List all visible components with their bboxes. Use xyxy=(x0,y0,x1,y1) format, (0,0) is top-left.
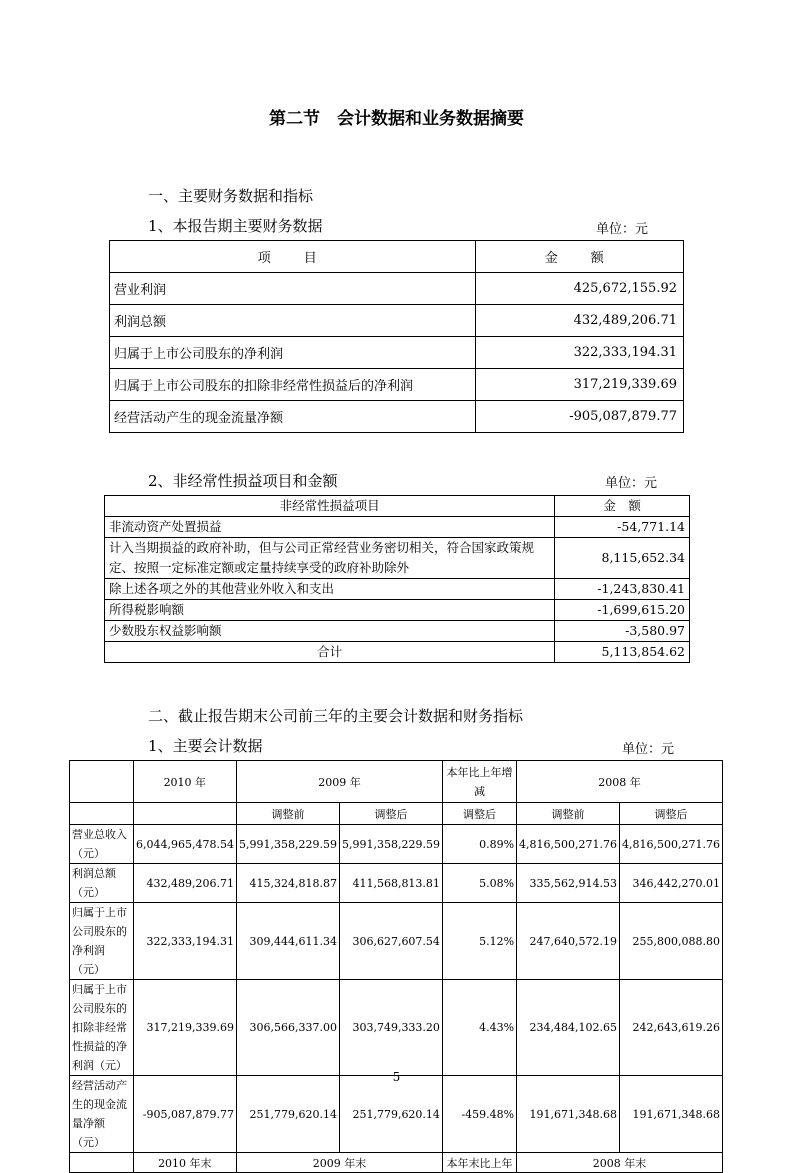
row-label: 所得税影响额 xyxy=(105,600,555,621)
part1-sub2-heading: 2、非经常性损益项目和金额 xyxy=(148,472,338,490)
row-value: -3,580.97 xyxy=(555,621,690,642)
cell-2010: 317,219,339.69 xyxy=(133,980,236,1076)
cell-2008-after: 242,643,619.26 xyxy=(620,980,723,1076)
table-footer-row xyxy=(70,1153,723,1173)
cell-2008-before: 4,816,500,271.76 xyxy=(517,825,620,864)
table-header-row xyxy=(105,496,690,517)
col-2008-header: 2008 年 xyxy=(517,761,723,803)
cell-2008-after: 255,800,088.80 xyxy=(620,903,723,980)
cell-2009-before: 309,444,611.34 xyxy=(237,903,340,980)
cell-2010: 432,489,206.71 xyxy=(133,864,236,903)
row-value: -905,087,879.77 xyxy=(475,401,683,433)
cell-2008-before: 191,671,348.68 xyxy=(517,1076,620,1153)
table-header-row xyxy=(110,241,684,273)
row-value: -1,243,830.41 xyxy=(555,579,690,600)
col-2008-after: 调整后 xyxy=(620,803,723,825)
table-row xyxy=(70,980,723,1076)
col-change-header: 本年比上年增减 xyxy=(442,761,516,803)
col-item-header: 非经常性损益项目 xyxy=(105,496,555,517)
footer-blank xyxy=(70,1153,134,1173)
row-value: 317,219,339.69 xyxy=(475,369,683,401)
row-label: 非流动资产处置损益 xyxy=(105,517,555,538)
cell-2009-before: 415,324,818.87 xyxy=(237,864,340,903)
cell-2009-after: 5,991,358,229.59 xyxy=(339,825,442,864)
table-row xyxy=(105,600,690,621)
row-label: 归属于上市公司股东的净利润（元） xyxy=(70,903,134,980)
col-amount-header: 金 额 xyxy=(475,241,683,273)
row-label: 归属于上市公司股东的扣除非经常性损益后的净利润 xyxy=(110,369,476,401)
row-label: 归属于上市公司股东的扣除非经常性损益的净利润（元） xyxy=(70,980,134,1076)
col-2009-after: 调整后 xyxy=(339,803,442,825)
table-row xyxy=(110,401,684,433)
foot-2008: 2008 年末 xyxy=(517,1153,723,1173)
page-number: 5 xyxy=(392,1070,401,1084)
cell-2010: -905,087,879.77 xyxy=(133,1076,236,1153)
row-label: 经营活动产生的现金流量净额 xyxy=(110,401,476,433)
cell-2009-after: 303,749,333.20 xyxy=(339,980,442,1076)
part1-sub1-heading: 1、本报告期主要财务数据 xyxy=(148,217,323,235)
cell-2009-after: 306,627,607.54 xyxy=(339,903,442,980)
cell-2010: 322,333,194.31 xyxy=(133,903,236,980)
foot-change: 本年末比上年 xyxy=(442,1153,516,1173)
row-value: 432,489,206.71 xyxy=(475,305,683,337)
cell-change: -459.48% xyxy=(442,1076,516,1153)
non-recurring-table xyxy=(104,495,690,663)
table-row xyxy=(70,825,723,864)
col-item-header: 项 目 xyxy=(110,241,476,273)
cell-change: 5.08% xyxy=(442,864,516,903)
table-row xyxy=(105,579,690,600)
table-row xyxy=(110,369,684,401)
table-row xyxy=(105,517,690,538)
foot-2010: 2010 年末 xyxy=(133,1153,236,1173)
row-value: 8,115,652.34 xyxy=(555,538,690,579)
cell-2009-before: 251,779,620.14 xyxy=(237,1076,340,1153)
cell-2009-before: 306,566,337.00 xyxy=(237,980,340,1076)
row-value: -1,699,615.20 xyxy=(555,600,690,621)
cell-2008-before: 335,562,914.53 xyxy=(517,864,620,903)
subheader-blank xyxy=(133,803,236,825)
row-value: -54,771.14 xyxy=(555,517,690,538)
row-label: 少数股东权益影响额 xyxy=(105,621,555,642)
cell-2008-before: 247,640,572.19 xyxy=(517,903,620,980)
total-label: 合计 xyxy=(105,642,555,663)
subheader-blank xyxy=(70,803,134,825)
row-label: 利润总额（元） xyxy=(70,864,134,903)
cell-2009-after: 411,568,813.81 xyxy=(339,864,442,903)
table-row xyxy=(110,273,684,305)
table-row xyxy=(110,305,684,337)
col-2008-before: 调整前 xyxy=(517,803,620,825)
cell-2009-after: 251,779,620.14 xyxy=(339,1076,442,1153)
header-blank xyxy=(70,761,134,803)
part2-heading: 二、截止报告期末公司前三年的主要会计数据和财务指标 xyxy=(148,707,524,725)
row-label: 营业总收入（元） xyxy=(70,825,134,864)
row-label: 计入当期损益的政府补助，但与公司正常经营业务密切相关，符合国家政策规定、按照一定标准定额或定量持续享受的政府补助除外 xyxy=(105,538,555,579)
row-value: 425,672,155.92 xyxy=(475,273,683,305)
table-row xyxy=(70,903,723,980)
col-2010-header: 2010 年 xyxy=(133,761,236,803)
cell-2008-before: 234,484,102.65 xyxy=(517,980,620,1076)
table-subheader-row xyxy=(70,803,723,825)
row-value: 322,333,194.31 xyxy=(475,337,683,369)
table-header-row xyxy=(70,761,723,803)
table-row xyxy=(110,337,684,369)
part1-sub1-unit: 单位：元 xyxy=(596,222,649,237)
part2-sub1-unit: 单位：元 xyxy=(622,742,675,757)
main-financial-table xyxy=(109,240,684,433)
total-row xyxy=(105,642,690,663)
foot-2009: 2009 年末 xyxy=(237,1153,443,1173)
row-label: 利润总额 xyxy=(110,305,476,337)
table-row xyxy=(105,621,690,642)
cell-2008-after: 191,671,348.68 xyxy=(620,1076,723,1153)
cell-change: 0.89% xyxy=(442,825,516,864)
part2-sub1-heading: 1、主要会计数据 xyxy=(148,737,263,755)
table-row xyxy=(105,538,690,579)
col-change-after: 调整后 xyxy=(442,803,516,825)
cell-change: 4.43% xyxy=(442,980,516,1076)
row-label: 归属于上市公司股东的净利润 xyxy=(110,337,476,369)
row-label: 经营活动产生的现金流量净额（元） xyxy=(70,1076,134,1153)
cell-2008-after: 4,816,500,271.76 xyxy=(620,825,723,864)
table-row xyxy=(70,1076,723,1153)
cell-2010: 6,044,965,478.54 xyxy=(133,825,236,864)
total-value: 5,113,854.62 xyxy=(555,642,690,663)
part1-sub2-unit: 单位：元 xyxy=(605,476,658,491)
row-label: 营业利润 xyxy=(110,273,476,305)
cell-change: 5.12% xyxy=(442,903,516,980)
cell-2008-after: 346,442,270.01 xyxy=(620,864,723,903)
section-title: 第二节 会计数据和业务数据摘要 xyxy=(269,109,524,129)
row-label: 除上述各项之外的其他营业外收入和支出 xyxy=(105,579,555,600)
col-2009-before: 调整前 xyxy=(237,803,340,825)
part1-heading: 一、主要财务数据和指标 xyxy=(148,187,314,205)
col-amount-header: 金 额 xyxy=(555,496,690,517)
col-2009-header: 2009 年 xyxy=(237,761,443,803)
accounting-data-table xyxy=(69,760,723,1173)
table-row xyxy=(70,864,723,903)
cell-2009-before: 5,991,358,229.59 xyxy=(237,825,340,864)
